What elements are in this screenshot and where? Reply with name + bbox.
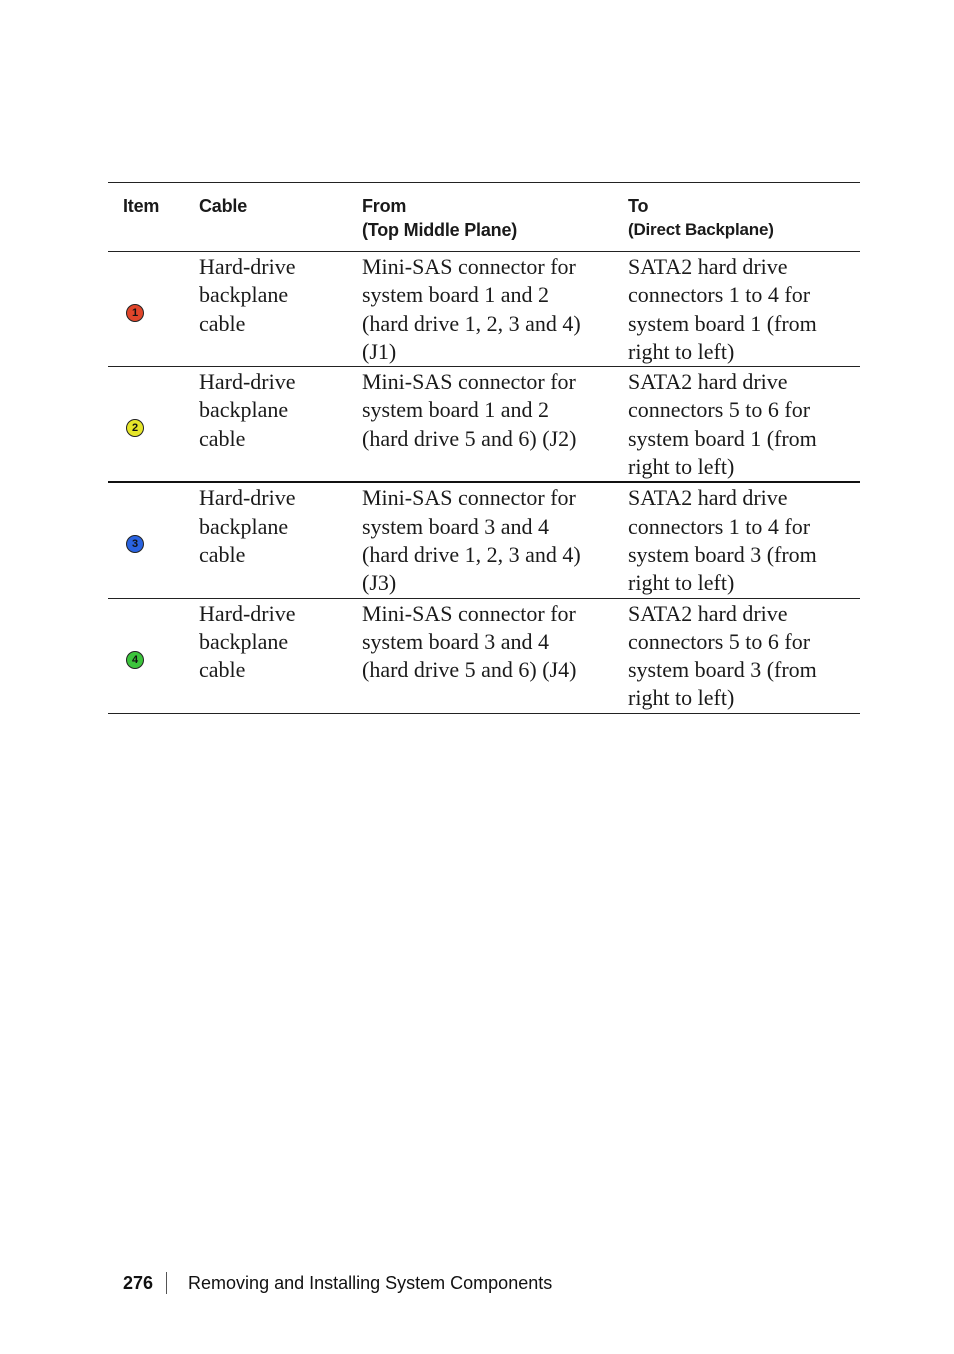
to-cell xyxy=(614,252,860,367)
table-row xyxy=(108,367,860,483)
table-row xyxy=(108,598,860,713)
header-item: Item xyxy=(123,196,160,216)
header-from-subtitle: (Top Middle Plane) xyxy=(362,220,518,240)
cable-cell xyxy=(187,252,349,367)
item-cell xyxy=(108,252,187,367)
cable-cell xyxy=(187,482,349,598)
item-number-badge-icon: 2 xyxy=(126,419,144,437)
from-cell xyxy=(349,367,614,483)
item-cell xyxy=(108,598,187,713)
section-title: Removing and Installing System Components xyxy=(188,1272,553,1293)
from-text: Mini-SAS connector for system board 1 and 2 (hard drive 5 and 6) (J2) xyxy=(362,369,577,451)
header-cable: Cable xyxy=(199,196,248,216)
page-footer xyxy=(123,1272,552,1294)
header-to xyxy=(614,183,860,252)
header-to-title: To xyxy=(628,196,649,216)
to-text: SATA2 hard drive connectors 1 to 4 for system board 3 (from right to left) xyxy=(628,485,817,596)
item-number-badge-icon: 3 xyxy=(126,535,144,553)
item-number-badge-icon: 4 xyxy=(126,651,144,669)
footer-divider xyxy=(166,1272,167,1294)
to-text: SATA2 hard drive connectors 5 to 6 for system board 1 (from right to left) xyxy=(628,369,817,480)
from-cell xyxy=(349,598,614,713)
cable-cell xyxy=(187,598,349,713)
cable-cell xyxy=(187,367,349,483)
cable-text: Hard-drive backplane cable xyxy=(199,254,296,336)
to-text: SATA2 hard drive connectors 5 to 6 for system board 3 (from right to left) xyxy=(628,600,817,711)
to-cell xyxy=(614,598,860,713)
to-cell xyxy=(614,482,860,598)
table-row xyxy=(108,252,860,367)
table-body xyxy=(108,252,860,714)
header-from-title: From xyxy=(362,196,407,216)
header-from xyxy=(349,183,614,252)
table-header-row xyxy=(108,183,860,252)
table-row xyxy=(108,482,860,598)
item-number-badge-icon: 1 xyxy=(126,304,144,322)
cable-text: Hard-drive backplane cable xyxy=(199,369,296,451)
to-text: SATA2 hard drive connectors 1 to 4 for system board 1 (from right to left) xyxy=(628,254,817,364)
table-header xyxy=(108,183,860,252)
to-cell xyxy=(614,367,860,483)
from-text: Mini-SAS connector for system board 3 and 4 (hard drive 1, 2, 3 and 4) (J3) xyxy=(362,485,581,596)
cable-table-container xyxy=(108,182,860,714)
cable-text: Hard-drive backplane cable xyxy=(199,485,296,567)
from-cell xyxy=(349,482,614,598)
from-text: Mini-SAS connector for system board 1 and 2 (hard drive 1, 2, 3 and 4) (J1) xyxy=(362,254,581,364)
header-to-subtitle: (Direct Backplane) xyxy=(628,220,774,239)
from-cell xyxy=(349,252,614,367)
from-text: Mini-SAS connector for system board 3 and 4 (hard drive 5 and 6) (J4) xyxy=(362,600,577,683)
item-cell xyxy=(108,367,187,483)
cable-text: Hard-drive backplane cable xyxy=(199,600,296,683)
item-cell xyxy=(108,482,187,598)
page-number: 276 xyxy=(123,1272,154,1293)
cable-routing-table xyxy=(108,182,860,714)
